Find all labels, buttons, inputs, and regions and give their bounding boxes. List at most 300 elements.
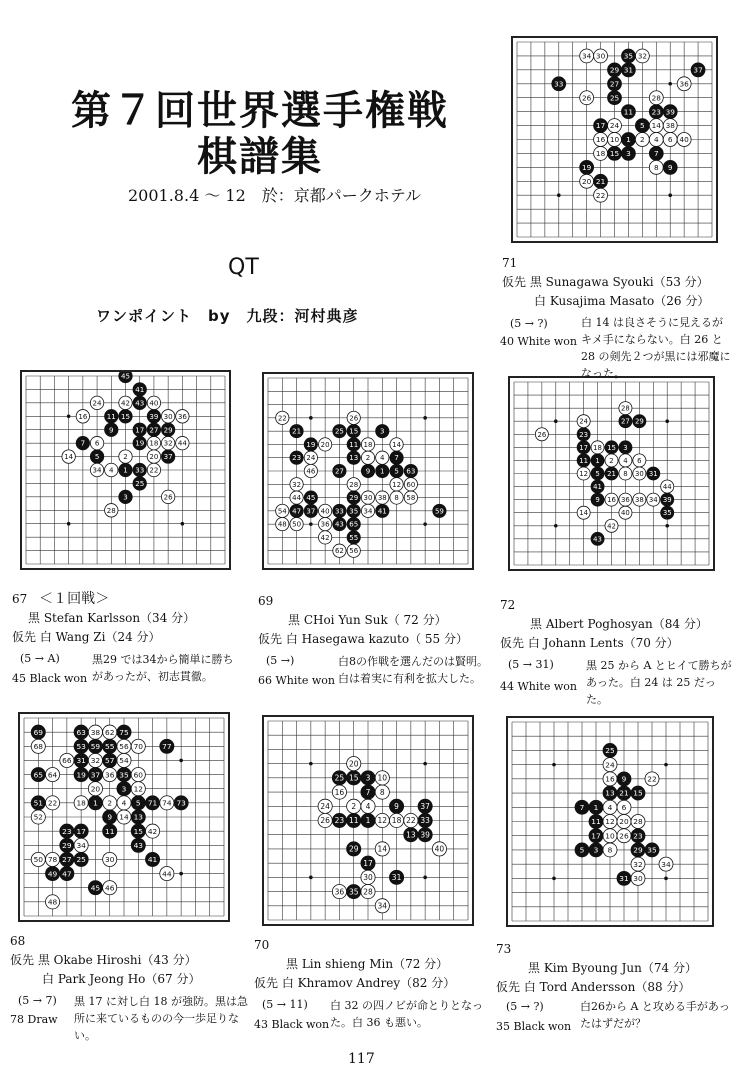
svg-text:36: 36 [320,520,330,529]
white-stone [103,796,117,810]
svg-text:6: 6 [667,135,673,145]
svg-text:7: 7 [80,438,86,448]
svg-text:56: 56 [349,547,359,556]
white-stone [577,506,590,519]
black-stone [103,824,117,838]
black-stone [88,739,102,753]
svg-text:5: 5 [579,845,585,855]
white-stone [645,772,659,786]
svg-text:3: 3 [626,149,631,159]
black-stone [389,799,403,813]
svg-text:23: 23 [579,430,589,439]
svg-text:12: 12 [605,817,615,827]
white-stone [318,799,332,813]
svg-text:13: 13 [406,830,416,840]
svg-text:14: 14 [579,509,589,518]
star-point [181,522,185,526]
svg-text:30: 30 [363,873,373,883]
svg-text:24: 24 [609,121,620,131]
svg-text:16: 16 [607,496,616,505]
black-stone [661,493,674,506]
black-stone [174,796,188,810]
black-stone [133,423,146,436]
black-stone [290,425,303,438]
svg-text:75: 75 [119,727,129,737]
svg-text:57: 57 [105,756,115,766]
svg-text:34: 34 [581,51,592,61]
svg-text:11: 11 [579,456,589,465]
svg-text:54: 54 [119,756,129,766]
section-title: QT [228,255,259,280]
svg-text:29: 29 [163,425,173,435]
white-stone [603,829,617,843]
white-stone [404,478,417,491]
svg-text:49: 49 [47,869,58,879]
black-stone [591,467,604,480]
svg-text:45: 45 [306,494,316,503]
svg-text:12: 12 [579,469,589,478]
svg-text:59: 59 [90,741,101,751]
black-stone [74,852,88,866]
game-board-71 [511,36,718,243]
svg-text:2: 2 [640,135,645,145]
svg-text:8: 8 [607,845,613,855]
black-stone [577,441,590,454]
svg-text:35: 35 [662,509,672,518]
game-board-73 [506,716,714,927]
white-stone [375,785,389,799]
black-stone [304,504,317,517]
result-71: 40 White won [500,335,577,348]
white-stone [603,772,617,786]
white-stone [535,428,548,441]
svg-text:7: 7 [394,454,399,463]
white-stone [31,739,45,753]
star-point [423,876,427,880]
black-stone [88,796,102,810]
white-stone [375,813,389,827]
svg-text:9: 9 [595,496,600,505]
svg-text:31: 31 [623,65,634,75]
black-stone [74,768,88,782]
white-stone [577,467,590,480]
svg-text:34: 34 [648,496,658,505]
black-stone [347,491,360,504]
white-stone [46,768,60,782]
black-stone [119,463,132,476]
white-stone [361,799,375,813]
svg-text:11: 11 [591,817,601,827]
svg-text:16: 16 [595,135,606,145]
move-note-72: (5 → 31) [508,658,554,671]
black-stone [333,518,346,531]
result-67: 45 Black won [12,672,88,685]
black-stone [146,796,160,810]
black-stone [74,739,88,753]
black-stone [575,800,589,814]
white-stone [580,174,594,188]
white-stone [361,884,375,898]
white-stone [619,454,632,467]
game-number: 70 [254,938,270,952]
svg-text:16: 16 [605,774,615,784]
svg-text:42: 42 [320,533,330,542]
svg-text:20: 20 [619,817,629,827]
black-stone [390,464,403,477]
svg-text:25: 25 [76,855,86,865]
svg-text:58: 58 [406,494,416,503]
black-stone [160,739,174,753]
comment-68: 黒 17 に対し白 18 が強防。黒は急所に来ているものの今一歩足りない。 [74,995,248,1042]
white-stone [605,454,618,467]
white-stone [276,504,289,517]
svg-text:25: 25 [609,93,620,103]
black-stone [608,91,622,105]
white-stone [375,771,389,785]
svg-text:15: 15 [348,773,359,783]
svg-text:41: 41 [593,483,602,492]
white-stone [347,757,361,771]
black-stone [333,504,346,517]
svg-text:3: 3 [623,443,628,452]
svg-text:1: 1 [365,816,371,826]
svg-text:25: 25 [135,478,145,488]
white-stone [603,815,617,829]
black-stone [161,423,174,436]
star-point [423,762,427,766]
black-stone [117,768,131,782]
svg-text:8: 8 [623,469,628,478]
svg-text:4: 4 [607,802,613,812]
white-stone [117,739,131,753]
svg-text:44: 44 [162,869,172,879]
svg-text:5: 5 [640,121,645,131]
white-stone [347,478,360,491]
black-stone [133,477,146,490]
svg-text:17: 17 [76,826,86,836]
black-stone [74,753,88,767]
black-stone [76,436,89,449]
svg-text:33: 33 [554,79,564,89]
svg-text:1: 1 [93,798,98,808]
white-stone [677,133,691,147]
black-stone [691,63,705,77]
black-stone [621,63,635,77]
svg-text:29: 29 [348,844,359,854]
white-stone [617,815,631,829]
svg-text:17: 17 [595,121,606,131]
svg-text:32: 32 [292,480,302,489]
black-stone [361,813,375,827]
white-stone [31,852,45,866]
white-stone [131,782,145,796]
game-info-73 [496,940,736,997]
svg-text:24: 24 [92,398,102,408]
date-venue: 2001.8.4 ～ 12 於：京都パークホテル [128,186,421,205]
black-stone [619,441,632,454]
svg-text:34: 34 [92,465,102,475]
black-stone [621,105,635,119]
white-stone [619,493,632,506]
svg-text:69: 69 [33,727,43,737]
svg-text:45: 45 [120,372,131,381]
board-grid [510,378,713,569]
black-stone [577,454,590,467]
star-point [665,524,669,528]
white-player: 白 Park Jeong Ho（67 分） [42,972,201,986]
move-note-67: (5 → A) [20,652,60,665]
black-stone [147,410,160,423]
svg-text:34: 34 [76,840,86,850]
svg-text:63: 63 [76,727,86,737]
black-stone [290,504,303,517]
svg-text:12: 12 [133,784,143,794]
game-info-67 [12,590,252,647]
result-70: 43 Black won [254,1018,330,1031]
svg-text:31: 31 [648,469,658,478]
svg-text:30: 30 [363,494,373,503]
svg-text:66: 66 [62,756,72,766]
onepoint-credit: ワンポイント by 九段：河村典彦 [96,307,359,325]
white-player: 仮先 白 Hasegawa kazuto（ 55 分） [258,632,469,646]
black-stone [60,867,74,881]
svg-text:36: 36 [177,411,187,421]
white-stone [332,884,346,898]
white-stone [376,451,389,464]
black-stone [389,870,403,884]
svg-text:30: 30 [105,855,115,865]
black-stone [617,871,631,885]
svg-text:48: 48 [47,897,58,907]
black-stone [131,838,145,852]
svg-text:7: 7 [365,787,371,797]
black-stone [594,174,608,188]
svg-text:10: 10 [605,831,615,841]
black-stone [631,829,645,843]
black-stone [133,436,146,449]
move-note-71: (5 → ?) [510,317,548,330]
white-stone [594,133,608,147]
svg-text:42: 42 [120,398,131,408]
black-stone [361,785,375,799]
white-stone [276,411,289,424]
white-stone [619,506,632,519]
game-board-72 [508,376,715,571]
svg-text:65: 65 [33,770,43,780]
white-stone [619,467,632,480]
svg-text:55: 55 [105,741,115,751]
svg-text:29: 29 [609,65,620,75]
black-stone [90,450,103,463]
svg-text:1: 1 [123,465,128,475]
svg-text:31: 31 [76,756,86,766]
svg-text:12: 12 [392,480,402,489]
game-board-69 [262,372,474,570]
black-stone [161,450,174,463]
star-point [552,877,556,881]
svg-text:35: 35 [348,887,359,897]
black-stone [376,425,389,438]
white-stone [332,785,346,799]
black-stone [304,438,317,451]
white-stone [90,463,103,476]
white-stone [304,464,317,477]
svg-text:41: 41 [377,507,387,516]
white-stone [617,829,631,843]
white-stone [319,531,332,544]
svg-text:27: 27 [334,467,344,476]
star-point [668,193,672,197]
svg-text:22: 22 [647,774,657,784]
black-stone [60,838,74,852]
svg-text:40: 40 [679,135,689,145]
black-stone [580,160,594,174]
white-stone [580,49,594,63]
title-line2: 棋譜集 [197,133,323,180]
white-stone [60,753,74,767]
black-stone [591,480,604,493]
black-stone [304,491,317,504]
star-point [179,759,183,763]
svg-text:40: 40 [621,509,630,518]
svg-text:31: 31 [391,873,402,883]
svg-text:33: 33 [420,816,430,826]
svg-text:26: 26 [320,816,330,826]
svg-text:28: 28 [621,404,630,413]
white-stone [161,490,174,503]
svg-text:30: 30 [595,51,606,61]
svg-text:9: 9 [394,801,399,811]
star-point [554,419,558,423]
white-stone [608,133,622,147]
black-stone [603,786,617,800]
white-stone [176,410,189,423]
white-stone [594,188,608,202]
black-stone [105,410,118,423]
svg-text:23: 23 [292,454,302,463]
black-stone [361,464,374,477]
white-stone [347,411,360,424]
svg-text:13: 13 [133,812,143,822]
svg-text:14: 14 [377,844,388,854]
svg-text:24: 24 [320,801,330,811]
black-stone [591,532,604,545]
svg-text:50: 50 [292,520,302,529]
svg-text:18: 18 [149,438,159,448]
svg-text:37: 37 [163,452,173,462]
white-stone [117,796,131,810]
white-stone [290,478,303,491]
svg-text:15: 15 [349,427,359,436]
svg-text:26: 26 [619,831,629,841]
svg-text:11: 11 [106,411,116,421]
white-stone [376,491,389,504]
black-stone [103,753,117,767]
svg-text:36: 36 [621,496,630,505]
white-stone [631,857,645,871]
black-player: 仮先 黒 Okabe Hiroshi（43 分） [10,953,197,967]
round-label: ＜１回戦＞ [39,591,110,607]
svg-text:19: 19 [135,438,145,448]
black-stone [117,782,131,796]
black-stone [621,133,635,147]
game-number: 72 [500,598,516,612]
white-stone [147,396,160,409]
game-number: 69 [258,594,274,608]
black-stone [131,824,145,838]
svg-text:21: 21 [607,469,616,478]
svg-text:43: 43 [133,840,143,850]
svg-text:41: 41 [147,855,158,865]
black-stone [577,428,590,441]
white-stone [131,768,145,782]
game-board-70 [262,715,474,926]
svg-text:40: 40 [434,844,445,854]
svg-text:1: 1 [380,467,385,476]
svg-text:53: 53 [76,741,86,751]
white-stone [677,77,691,91]
svg-text:19: 19 [76,770,86,780]
svg-text:32: 32 [90,756,101,766]
star-point [668,82,672,86]
svg-text:24: 24 [579,417,589,426]
star-point [309,416,313,420]
svg-text:23: 23 [334,816,345,826]
svg-text:2: 2 [609,456,614,465]
svg-text:25: 25 [605,746,615,756]
svg-text:3: 3 [365,773,371,783]
svg-text:60: 60 [133,770,143,780]
black-stone [605,441,618,454]
white-stone [88,753,102,767]
svg-text:35: 35 [349,507,359,516]
svg-text:30: 30 [634,469,644,478]
svg-text:13: 13 [605,788,615,798]
white-stone [147,450,160,463]
black-stone [418,799,432,813]
svg-text:40: 40 [149,398,159,408]
page-title [60,88,460,180]
white-stone [333,544,346,557]
svg-text:32: 32 [637,51,648,61]
black-stone [88,768,102,782]
svg-text:37: 37 [306,507,316,516]
black-stone [46,867,60,881]
black-player: 黒 Albert Poghosyan（84 分） [530,617,708,631]
svg-text:44: 44 [177,438,187,448]
svg-text:23: 23 [651,107,661,117]
svg-text:19: 19 [306,440,316,449]
svg-text:1: 1 [593,802,599,812]
white-stone [160,867,174,881]
black-stone [608,63,622,77]
white-stone [631,871,645,885]
star-point [665,419,669,423]
result-69: 66 White won [258,674,335,687]
svg-text:2: 2 [107,798,113,808]
comment-71: 白 14 は良さそうに見えるがキメ手にならない。白 26 と 28 の剣先２つが黒には邪魔になった。 [581,316,731,380]
svg-text:21: 21 [595,176,606,186]
black-stone [608,77,622,91]
white-stone [661,480,674,493]
white-stone [631,815,645,829]
svg-text:38: 38 [665,121,675,131]
white-stone [103,881,117,895]
svg-text:13: 13 [349,454,359,463]
svg-text:38: 38 [634,496,644,505]
black-stone [347,504,360,517]
white-stone [117,810,131,824]
